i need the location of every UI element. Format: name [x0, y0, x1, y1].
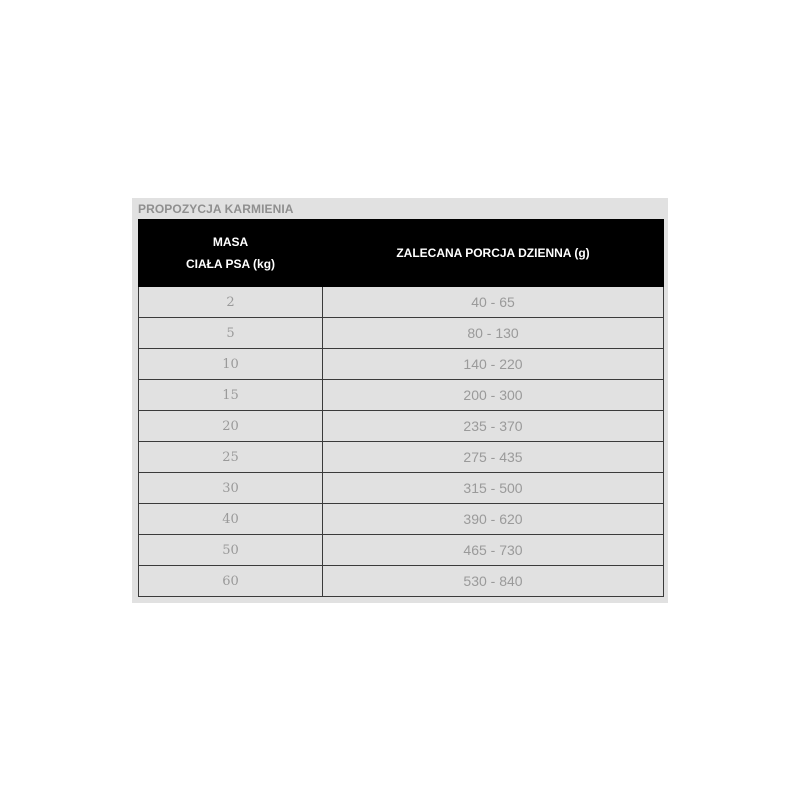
cell-portion: 315 - 500: [323, 473, 664, 504]
cell-mass: 15: [139, 380, 323, 411]
cell-mass: 60: [139, 566, 323, 597]
feeding-table-panel: [132, 198, 668, 603]
cell-mass: 2: [139, 287, 323, 318]
table-row: [139, 411, 664, 442]
cell-mass: 30: [139, 473, 323, 504]
cell-portion: 235 - 370: [323, 411, 664, 442]
header-row: [139, 220, 664, 287]
table-row: [139, 349, 664, 380]
header-mass-line1: MASA: [212, 235, 249, 249]
table-row: [139, 318, 664, 349]
cell-mass: 5: [139, 318, 323, 349]
table-row: [139, 380, 664, 411]
table-title: PROPOZYCJA KARMIENIA: [138, 202, 294, 216]
table-row: [139, 504, 664, 535]
table-row: [139, 287, 664, 318]
cell-mass: 25: [139, 442, 323, 473]
cell-mass: 40: [139, 504, 323, 535]
cell-portion: 390 - 620: [323, 504, 664, 535]
cell-portion: 40 - 65: [323, 287, 664, 318]
cell-portion: 200 - 300: [323, 380, 664, 411]
table-row: [139, 473, 664, 504]
cell-portion: 465 - 730: [323, 535, 664, 566]
header-portion: ZALECANA PORCJA DZIENNA (g): [323, 220, 664, 287]
cell-mass: 20: [139, 411, 323, 442]
table-row: [139, 535, 664, 566]
cell-portion: 530 - 840: [323, 566, 664, 597]
cell-mass: 50: [139, 535, 323, 566]
cell-mass: 10: [139, 349, 323, 380]
cell-portion: 140 - 220: [323, 349, 664, 380]
table-body: [139, 287, 664, 597]
cell-portion: 275 - 435: [323, 442, 664, 473]
cell-portion: 80 - 130: [323, 318, 664, 349]
table-header: [139, 220, 664, 287]
header-mass: [139, 220, 323, 287]
feeding-table: [138, 219, 664, 597]
table-row: [139, 442, 664, 473]
table-row: [139, 566, 664, 597]
header-mass-line2: CIAŁA PSA (kg): [185, 257, 276, 271]
